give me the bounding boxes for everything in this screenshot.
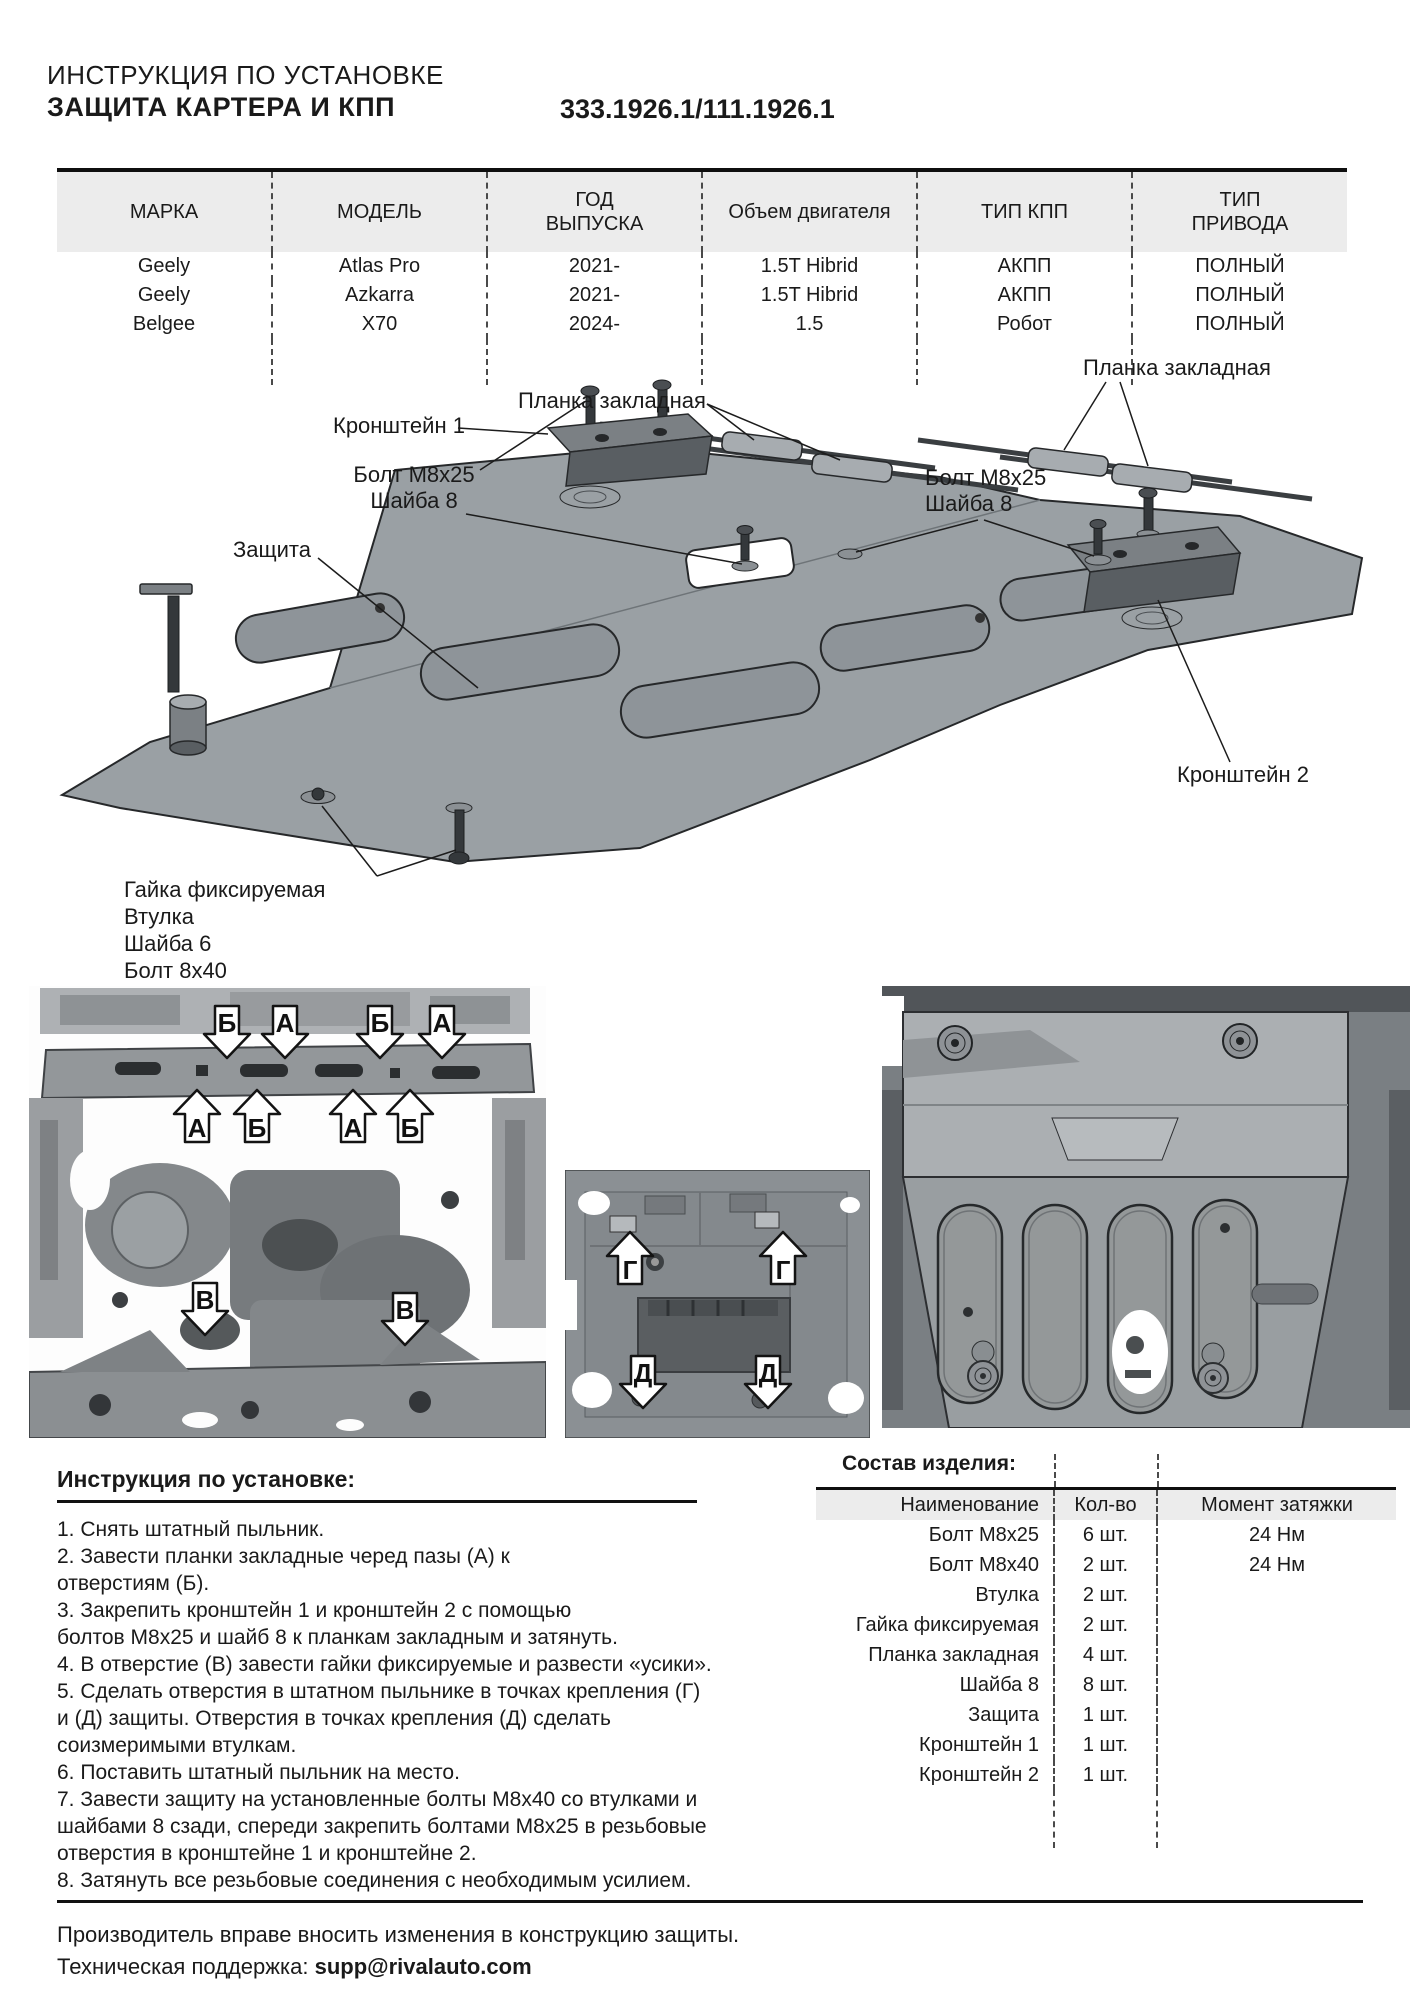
parts-row: [816, 1550, 1396, 1580]
parts-row: [816, 1670, 1396, 1700]
cell-drive: ПОЛНЫЙ: [1132, 252, 1347, 281]
instruction-line: 3. Закрепить кронштейн 1 и кронштейн 2 с помощью: [57, 1599, 572, 1622]
footer-rule: [57, 1900, 1363, 1903]
fitment-header-gearbox: ТИП КПП: [917, 170, 1132, 252]
svg-text:В: В: [395, 1295, 415, 1325]
part-name: Шайба 8: [959, 1673, 1039, 1696]
table-row: [57, 310, 1347, 339]
parts-row: [816, 1580, 1396, 1610]
instruction-line: 8. Затянуть все резьбовые соединения с необходимым усилием.: [57, 1869, 692, 1892]
cell-engine: 1.5: [702, 310, 917, 339]
cell-engine: 1.5T Hibrid: [702, 252, 917, 281]
parts-header-name: Наименование: [816, 1489, 1054, 1521]
part-torque: 24 Нм: [1157, 1520, 1396, 1550]
label-bolt-right-line2: Шайба 8: [925, 491, 1013, 516]
fitment-header-model: МОДЕЛЬ: [272, 170, 487, 252]
svg-text:А: А: [275, 1008, 295, 1038]
part-torque: [1157, 1760, 1396, 1790]
instruction-line: отверстиям (Б).: [57, 1572, 210, 1595]
parts-table: [816, 1487, 1396, 1848]
svg-text:Д: Д: [633, 1358, 653, 1388]
parts-title: Состав изделия:: [842, 1452, 1016, 1475]
svg-text:Б: Б: [217, 1008, 237, 1038]
part-qty: 1 шт.: [1054, 1760, 1157, 1790]
cell-year: 2021-: [487, 281, 702, 310]
cell-gearbox: АКПП: [917, 281, 1132, 310]
instruction-line: болтов М8х25 и шайб 8 к планкам закладным и затянуть.: [57, 1626, 618, 1649]
fitment-header-row: [57, 170, 1347, 252]
part-qty: 2 шт.: [1054, 1580, 1157, 1610]
parts-dash-stub: [1054, 1454, 1056, 1487]
parts-row: [816, 1610, 1396, 1640]
label-bolt-8x40: Болт 8х40: [124, 958, 227, 983]
parts-row: [816, 1760, 1396, 1790]
instruction-line: и (Д) защиты. Отверстия в точках крепления (Д) сделать: [57, 1707, 611, 1730]
svg-text:А: А: [187, 1113, 207, 1143]
cell-brand: Belgee: [132, 313, 196, 335]
instruction-line: шайбами 8 сзади, спереди закрепить болтами М8х25 в резьбовые: [57, 1815, 707, 1838]
part-torque: [1157, 1670, 1396, 1700]
label-shield: Защита: [233, 537, 311, 562]
svg-text:В: В: [195, 1285, 215, 1315]
cell-model: Atlas Pro: [272, 252, 487, 281]
parts-header-row: [816, 1489, 1396, 1521]
label-lock-nut: Гайка фиксируемая: [124, 877, 326, 902]
parts-dash-stub: [1157, 1454, 1159, 1487]
photo-installed-shield: [882, 986, 1410, 1438]
part-name: Кронштейн 1: [919, 1733, 1039, 1756]
svg-text:Б: Б: [400, 1113, 420, 1143]
part-torque: [1157, 1730, 1396, 1760]
label-bolt-left: [348, 462, 480, 514]
instruction-line: 4. В отверстие (В) завести гайки фиксируемые и развести «усики».: [57, 1653, 712, 1676]
parts-header-qty: Кол-во: [1054, 1489, 1157, 1521]
part-torque: [1157, 1610, 1396, 1640]
part-qty: 8 шт.: [1054, 1670, 1157, 1700]
part-name: Втулка: [975, 1583, 1039, 1606]
instruction-line: 1. Снять штатный пыльник.: [57, 1518, 325, 1541]
cell-model: X70: [272, 310, 487, 339]
table-row: [57, 252, 1347, 281]
instruction-line: 7. Завести защиту на установленные болты М8х40 со втулками и: [57, 1788, 698, 1811]
parts-row: [816, 1730, 1396, 1760]
support-email: supp@rivalauto.com: [314, 1954, 532, 1979]
stock-cover-details: [565, 1191, 864, 1417]
fitment-header-brand: МАРКА: [57, 170, 272, 252]
label-hardware-list: [124, 876, 325, 984]
label-plank-right: Планка закладная: [1083, 355, 1271, 380]
part-name: Болт М8х40: [928, 1553, 1039, 1576]
part-qty: 2 шт.: [1054, 1610, 1157, 1640]
support-label: Техническая поддержка:: [57, 1954, 309, 1979]
parts-row: [816, 1520, 1396, 1550]
label-bolt-left-line1: Болт М8х25: [353, 462, 475, 487]
fitment-header-year: ГОД ВЫПУСКА: [487, 170, 702, 252]
fitment-header-engine: Объем двигателя: [702, 170, 917, 252]
label-bolt-right-line1: Болт М8х25: [925, 465, 1047, 490]
shield-plate-drawing: [62, 447, 1362, 862]
cell-gearbox: АКПП: [917, 252, 1132, 281]
instructions-title: Инструкция по установке:: [57, 1466, 356, 1492]
cell-model: Azkarra: [272, 281, 487, 310]
part-torque: [1157, 1700, 1396, 1730]
fitment-header-drive: ТИП ПРИВОДА: [1132, 170, 1347, 252]
label-bolt-right: [925, 465, 1046, 517]
part-qty: 1 шт.: [1054, 1730, 1157, 1760]
photo-underbody-front: [29, 986, 546, 1438]
parts-row: [816, 1700, 1396, 1730]
part-qty: 2 шт.: [1054, 1550, 1157, 1580]
cell-drive: ПОЛНЫЙ: [1132, 281, 1347, 310]
parts-row-filler: [816, 1790, 1396, 1848]
cell-brand: Geely: [137, 255, 191, 277]
footer-support: [57, 1954, 532, 1980]
part-name: Гайка фиксируемая: [855, 1613, 1039, 1636]
svg-text:Д: Д: [758, 1358, 778, 1388]
part-torque: [1157, 1580, 1396, 1610]
svg-text:Б: Б: [247, 1113, 267, 1143]
part-qty: 1 шт.: [1054, 1700, 1157, 1730]
part-name: Планка закладная: [868, 1643, 1039, 1666]
photo-stock-cover: [565, 1170, 870, 1438]
footer-note: Производитель вправе вносить изменения в конструкцию защиты.: [57, 1922, 740, 1947]
part-torque: [1157, 1640, 1396, 1670]
instruction-line: соизмеримыми втулкам.: [57, 1734, 297, 1757]
label-bracket-2: Кронштейн 2: [1177, 762, 1309, 787]
part-torque: 24 Нм: [1157, 1550, 1396, 1580]
label-bolt-left-line2: Шайба 8: [370, 488, 458, 513]
cell-year: 2021-: [487, 252, 702, 281]
parts-header-torque: Момент затяжки: [1157, 1489, 1396, 1521]
cell-gearbox: Робот: [917, 310, 1132, 339]
cell-brand: Geely: [137, 284, 191, 306]
instruction-line: отверстия в кронштейне 1 и кронштейне 2.: [57, 1842, 477, 1865]
label-washer-6: Шайба 6: [124, 931, 212, 956]
label-bushing: Втулка: [124, 904, 194, 929]
doc-title-line1: ИНСТРУКЦИЯ ПО УСТАНОВКЕ: [47, 60, 444, 90]
doc-title-line2: ЗАЩИТА КАРТЕРА И КПП: [47, 92, 396, 122]
svg-text:А: А: [432, 1008, 452, 1038]
part-name: Болт М8х25: [928, 1523, 1039, 1546]
svg-text:А: А: [343, 1113, 363, 1143]
cell-engine: 1.5T Hibrid: [702, 281, 917, 310]
svg-text:Г: Г: [622, 1255, 638, 1285]
table-row: [57, 281, 1347, 310]
cell-drive: ПОЛНЫЙ: [1132, 310, 1347, 339]
part-qty: 4 шт.: [1054, 1640, 1157, 1670]
cell-year: 2024-: [487, 310, 702, 339]
part-name: Защита: [968, 1703, 1039, 1726]
instruction-line: 6. Поставить штатный пыльник на место.: [57, 1761, 460, 1784]
instructions-list: [57, 1516, 717, 1894]
instructions-rule: [57, 1500, 697, 1503]
part-qty: 6 шт.: [1054, 1520, 1157, 1550]
label-plank-left: Планка закладная: [518, 388, 706, 413]
parts-row: [816, 1640, 1396, 1670]
instruction-line: 5. Сделать отверстия в штатном пыльнике в точках крепления (Г): [57, 1680, 701, 1703]
svg-text:Б: Б: [370, 1008, 390, 1038]
instruction-line: 2. Завести планки закладные черед пазы (А) к: [57, 1545, 510, 1568]
label-bracket-1: Кронштейн 1: [333, 413, 465, 438]
part-number: 333.1926.1/111.1926.1: [560, 94, 835, 124]
part-name: Кронштейн 2: [919, 1763, 1039, 1786]
svg-text:Г: Г: [775, 1255, 791, 1285]
